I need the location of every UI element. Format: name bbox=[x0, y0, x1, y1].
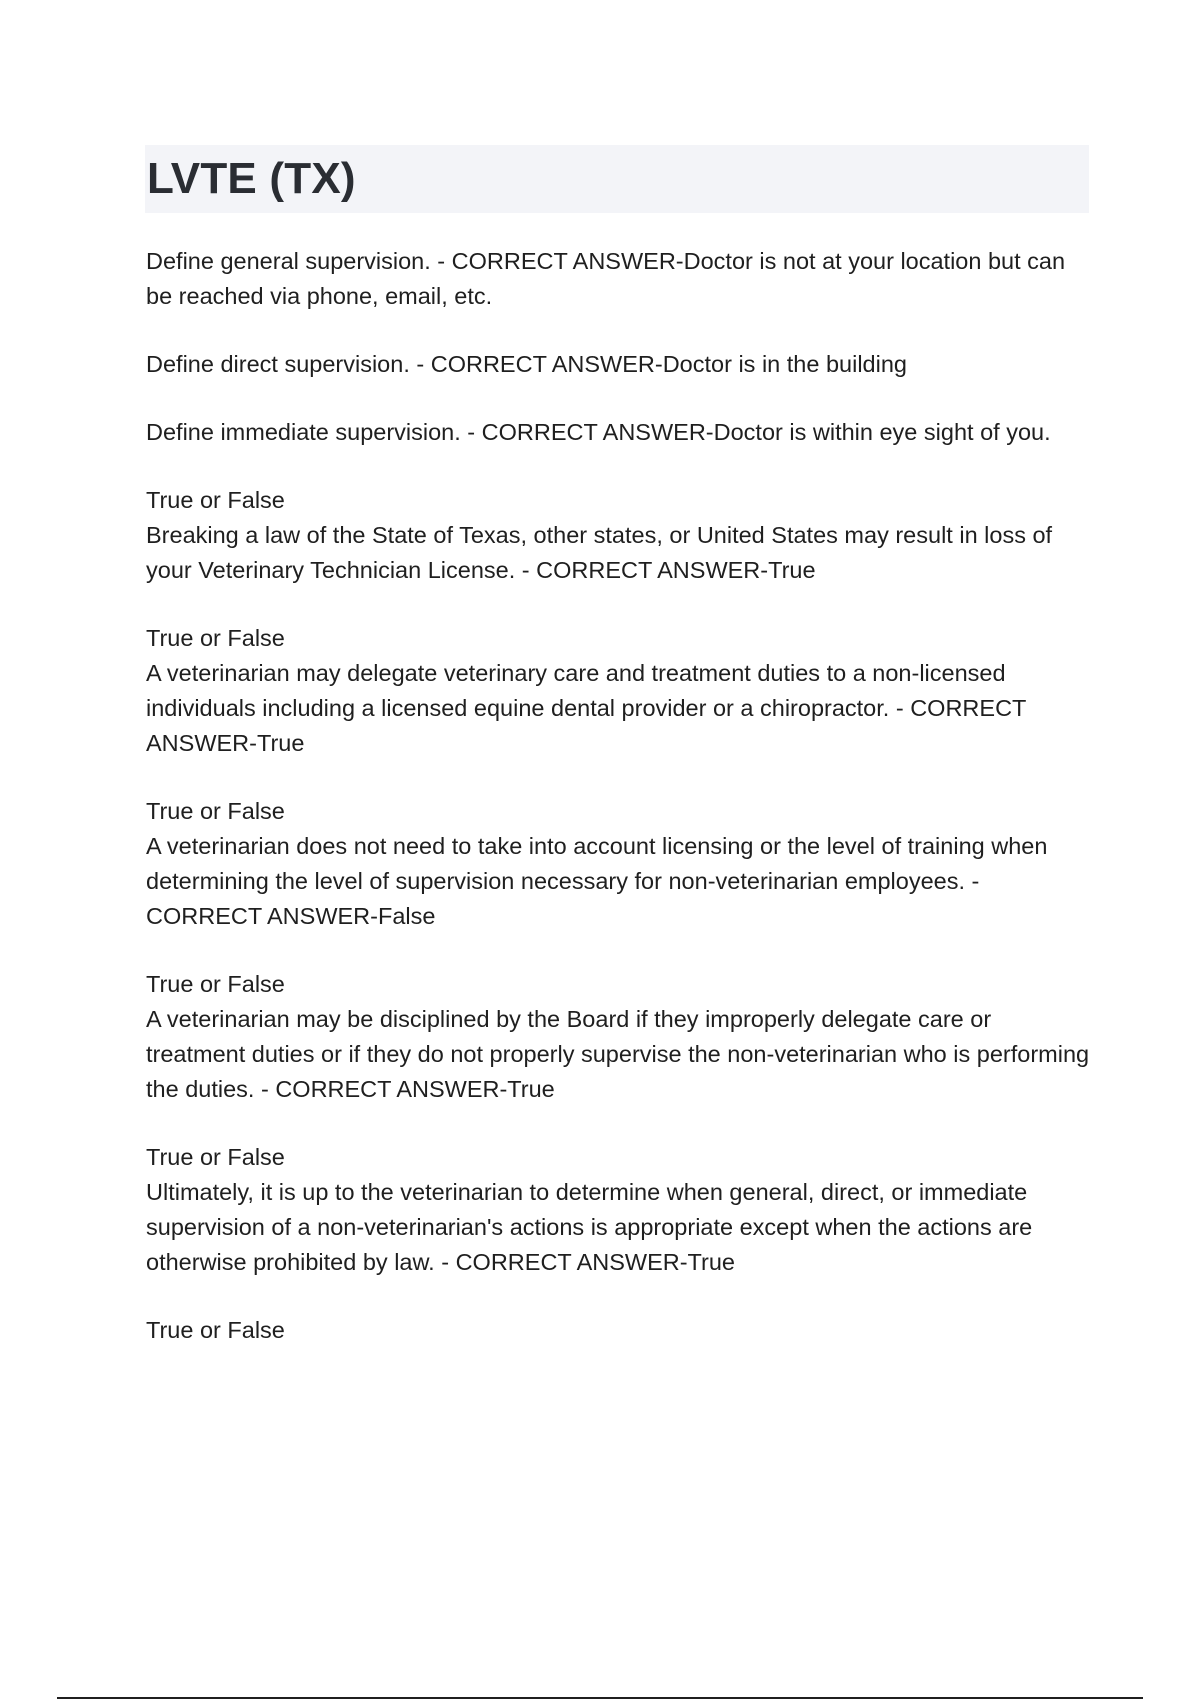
qa-item bbox=[146, 483, 1096, 588]
qa-label: True or False bbox=[146, 1144, 285, 1170]
qa-text: A veterinarian does not need to take into account licensing or the level of training when determining the level of supervision necessary for non-veterinarian employees. - CORRECT ANSWER-False bbox=[146, 833, 1048, 929]
qa-label: True or False bbox=[146, 487, 285, 513]
qa-text: Define direct supervision. - CORRECT ANSWER-Doctor is in the building bbox=[146, 351, 907, 377]
qa-item bbox=[146, 967, 1096, 1107]
qa-item bbox=[146, 794, 1096, 934]
qa-text: A veterinarian may delegate veterinary care and treatment duties to a non-licensed individuals including a licensed equine dental provider or a chiropractor. - CORRECT ANSWER-True bbox=[146, 660, 1026, 756]
qa-text: Ultimately, it is up to the veterinarian to determine when general, direct, or immediate supervision of a non-veterinarian's actions is appropriate except when the actions are otherwise prohibited by law. - CORRECT ANSWER-True bbox=[146, 1179, 1033, 1275]
qa-item bbox=[146, 1313, 1096, 1348]
qa-label: True or False bbox=[146, 625, 285, 651]
qa-item bbox=[146, 415, 1096, 450]
qa-item bbox=[146, 347, 1096, 382]
document-title: LVTE (TX) bbox=[147, 154, 356, 203]
qa-list bbox=[146, 244, 1096, 1381]
qa-label: True or False bbox=[146, 798, 285, 824]
qa-text: A veterinarian may be disciplined by the Board if they improperly delegate care or treatment duties or if they do not properly supervise the non-veterinarian who is performing the duties. - CORRECT ANSWER-True bbox=[146, 1006, 1090, 1102]
qa-item bbox=[146, 1140, 1096, 1280]
page-bottom-rule bbox=[57, 1697, 1143, 1699]
qa-item bbox=[146, 621, 1096, 761]
qa-label: True or False bbox=[146, 1317, 285, 1343]
qa-label: True or False bbox=[146, 971, 285, 997]
qa-item bbox=[146, 244, 1096, 314]
qa-text: Define immediate supervision. - CORRECT ANSWER-Doctor is within eye sight of you. bbox=[146, 419, 1051, 445]
title-banner bbox=[145, 145, 1089, 213]
qa-text: Breaking a law of the State of Texas, other states, or United States may result in loss of your Veterinary Technician License. - CORRECT ANSWER-True bbox=[146, 522, 1053, 583]
qa-text: Define general supervision. - CORRECT ANSWER-Doctor is not at your location but can be reached via phone, email, etc. bbox=[146, 248, 1066, 309]
